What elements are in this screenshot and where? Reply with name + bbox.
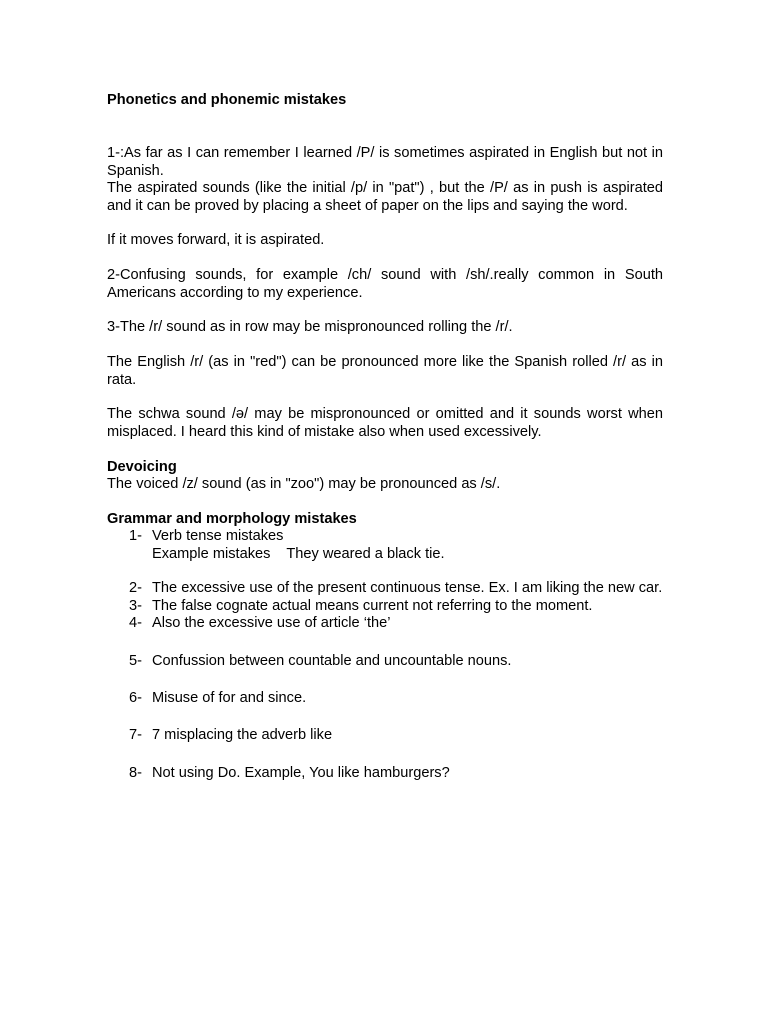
list-item-number: 7- bbox=[129, 727, 142, 744]
list-item-number: 2- bbox=[129, 580, 142, 597]
list-item-text: Also the excessive use of article ‘the’ bbox=[152, 615, 391, 632]
list-item-number: 3- bbox=[129, 597, 142, 614]
list-item-text: The excessive use of the present continuous tense. Ex. I am liking the new car. bbox=[152, 580, 663, 597]
list-item bbox=[107, 580, 663, 597]
devoicing-heading: Devoicing bbox=[107, 458, 177, 475]
list-item-number: 6- bbox=[129, 690, 142, 707]
list-item bbox=[107, 528, 663, 563]
paragraph-confusing-sounds: 2-Confusing sounds, for example /ch/ sound with /sh/.really common in South Americans according to my experience. bbox=[107, 267, 663, 301]
list-item bbox=[107, 690, 663, 707]
document-page bbox=[107, 92, 663, 782]
grammar-heading: Grammar and morphology mistakes bbox=[107, 510, 357, 527]
list-item-number: 5- bbox=[129, 652, 142, 669]
list-item-text: The false cognate actual means current not referring to the moment. bbox=[152, 597, 593, 614]
paragraph-aspirated-sounds: The aspirated sounds (like the initial /p/ in "pat") , but the /P/ as in push is aspirated and it can be proved by placing a sheet of paper on the lips and saying the word. bbox=[107, 180, 663, 214]
paragraph-schwa: The schwa sound /ə/ may be mispronounced or omitted and it sounds worst when misplaced. I heard this kind of mistake also when used excessively. bbox=[107, 406, 663, 440]
list-item-text: Not using Do. Example, You like hamburgers? bbox=[152, 764, 450, 781]
list-item bbox=[107, 615, 663, 632]
paragraph-english-r: The English /r/ (as in "red") can be pronounced more like the Spanish rolled /r/ as in rata. bbox=[107, 354, 663, 388]
list-item-text: Verb tense mistakes bbox=[152, 528, 284, 545]
list-item bbox=[107, 653, 663, 670]
grammar-mistakes-list bbox=[107, 528, 663, 782]
list-item-example: Example mistakes They weared a black tie. bbox=[152, 545, 445, 562]
list-item bbox=[107, 765, 663, 782]
paragraph-aspirated-test: If it moves forward, it is aspirated. bbox=[107, 232, 325, 249]
document-title: Phonetics and phonemic mistakes bbox=[107, 92, 347, 108]
list-item-text: Misuse of for and since. bbox=[152, 690, 307, 707]
list-item bbox=[107, 727, 663, 744]
paragraph-aspiration-intro: 1-:As far as I can remember I learned /P/ is sometimes aspirated in English but not in Spanish. bbox=[107, 145, 663, 179]
list-item-text: 7 misplacing the adverb like bbox=[152, 727, 333, 744]
list-item-number: 8- bbox=[129, 764, 142, 781]
list-item-text: Confussion between countable and uncountable nouns. bbox=[152, 652, 512, 669]
list-item-number: 1- bbox=[129, 528, 142, 545]
list-item-number: 4- bbox=[129, 615, 142, 632]
paragraph-r-sound: 3-The /r/ sound as in row may be mispronounced rolling the /r/. bbox=[107, 319, 513, 336]
list-item bbox=[107, 598, 663, 615]
devoicing-text: The voiced /z/ sound (as in "zoo") may be pronounced as /s/. bbox=[107, 476, 501, 493]
